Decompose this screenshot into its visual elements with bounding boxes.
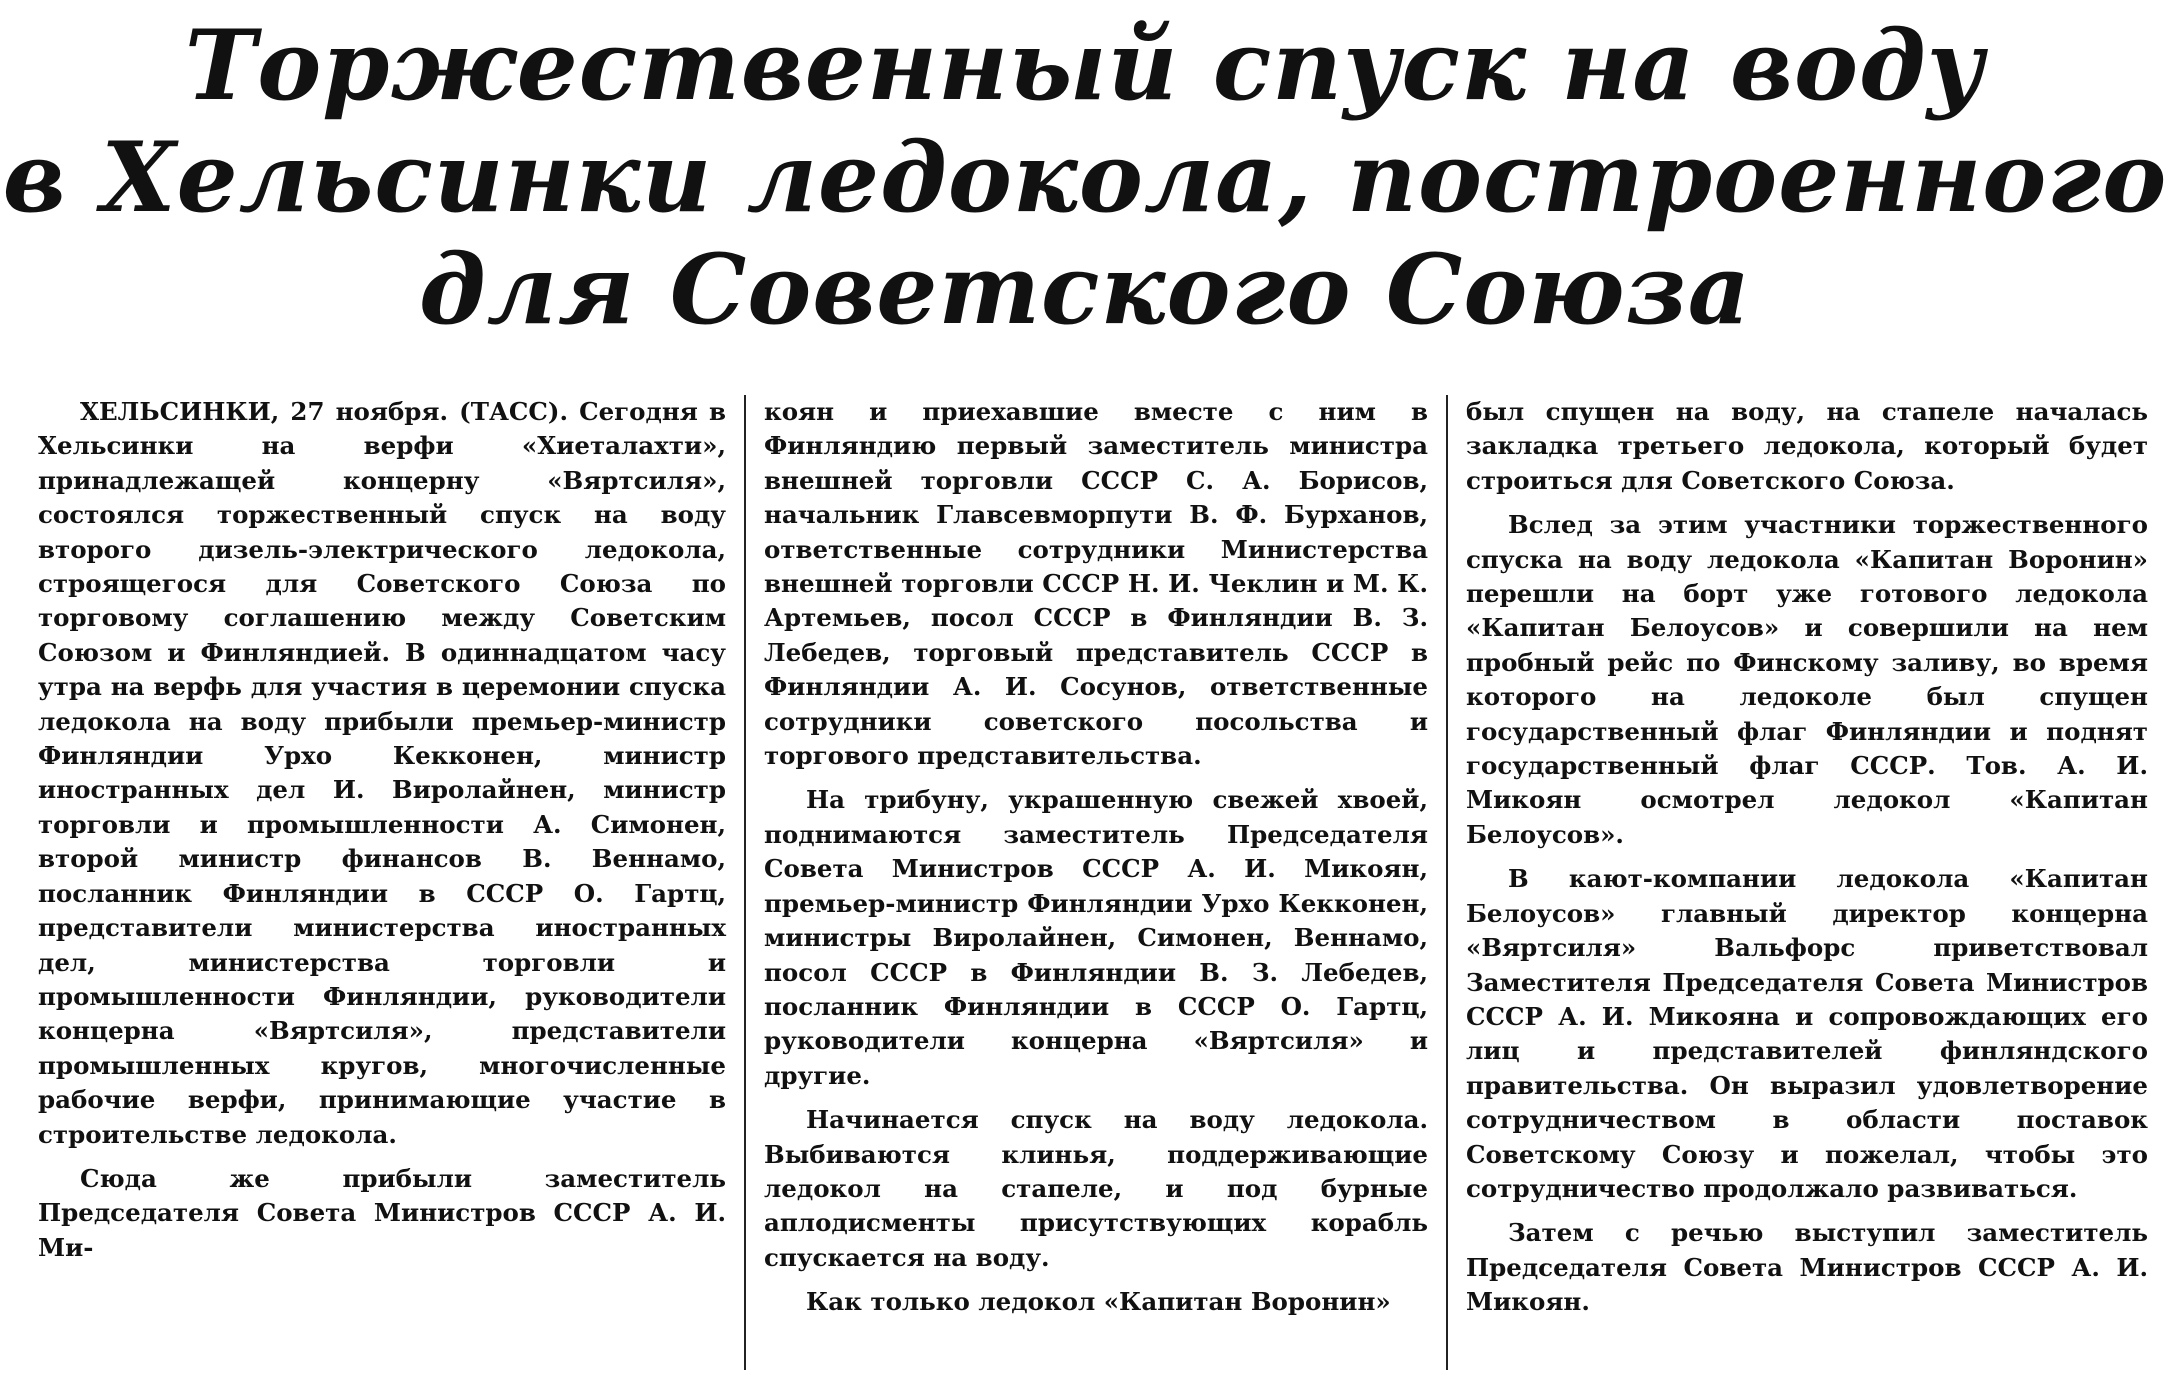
headline-line-3: для Советского Союза [419, 233, 1751, 346]
headline-line-2: в Хельсинки ледокола, построенного [2, 121, 2168, 234]
paragraph: Вслед за этим участники торжественного спуска на воду ледокола «Капитан Воронин» перешли на борт уже готового ледокола «Капитан Белоусов» и совершили на нем пробный рейс по Финскому заливу, во время которого на ледоколе был спущен государственный флаг Финляндии и поднят государственный флаг СССР. Тов. А. И. Микоян осмотрел ледокол «Капитан Белоусов». [1466, 510, 2148, 849]
headline-line-1: Торжественный спуск на воду [184, 9, 1986, 122]
paragraph: был спущен на воду, на стапеле началась закладка третьего ледокола, который будет строиться для Советского Союза. [1466, 397, 2148, 495]
paragraph: Сюда же прибыли заместитель Председателя Совета Министров СССР А. И. Ми- [38, 1163, 726, 1262]
paragraph: На трибуну, украшенную свежей хвоей, поднимаются заместитель Председателя Совета Министров СССР А. И. Микоян, премьер-министр Финляндии Урхо Кекконен, министры Виролайнен, Симонен, Веннамо, посол СССР в Финляндии В. З. Лебедев, посланник Финляндии в СССР О. Гартц, руководители концерна «Вяртсиля» и другие. [764, 785, 1428, 1090]
paragraph: ХЕЛЬСИНКИ, 27 ноября. (ТАСС). Сегодня в Хельсинки на верфи «Хиеталахти», принадлежащей концерну «Вяртсиля», состоялся торжественный спуск на воду второго дизель-электрического ледокола, строящегося для Советского Союза по торговому соглашению между Советским Союзом и Финляндией. В одиннадцатом часу утра на верфь для участия в церемонии спуска ледокола на воду прибыли премьер-министр Финляндии Урхо Кекконен, министр иностранных дел И. Виролайнен, министр торговли и промышленности А. Симонен, второй министр финансов В. Веннамо, посланник Финляндии в СССР О. Гартц, представители министерства иностранных дел, министерства торговли и промышленности Финляндии, руководители концерна «Вяртсиля», представители промышленных кругов, многочисленные рабочие верфи, принимающие участие в строительстве ледокола. [38, 397, 726, 1149]
paragraph: Затем с речью выступил заместитель Председателя Совета Министров СССР А. И. Микоян. [1466, 1218, 2148, 1317]
paragraph: Как только ледокол «Капитан Воронин» [806, 1287, 1391, 1317]
paragraph: В кают-компании ледокола «Капитан Белоусов» главный директор концерна «Вяртсиля» Вальфорс приветствовал Заместителя Председателя Совета Министров СССР А. И. Микояна и сопровождающих его лиц и представителей финляндского правительства. Он выразил удовлетворение сотрудничеством в области поставок Советскому Союзу и пожелал, чтобы это сотрудничество продолжало развиваться. [1466, 864, 2148, 1203]
column-3 [1448, 395, 2148, 1370]
paragraph: коян и приехавшие вместе с ним в Финляндию первый заместитель министра внешней торговли СССР С. А. Борисов, начальник Главсевморпути В. Ф. Бурханов, ответственные сотрудники Министерства внешней торговли СССР Н. И. Чеклин и М. К. Артемьев, посол СССР в Финляндии В. З. Лебедев, торговый представитель СССР в Финляндии А. И. Сосунов, ответственные сотрудники советского посольства и торгового представительства. [764, 397, 1428, 771]
article-body [38, 395, 2148, 1370]
paragraph: Начинается спуск на воду ледокола. Выбиваются клинья, поддерживающие ледокол на стапеле, и под бурные аплодисменты присутствующих корабль спускается на воду. [764, 1105, 1428, 1272]
column-2 [746, 395, 1446, 1370]
column-1 [38, 395, 744, 1370]
headline [0, 10, 2170, 346]
